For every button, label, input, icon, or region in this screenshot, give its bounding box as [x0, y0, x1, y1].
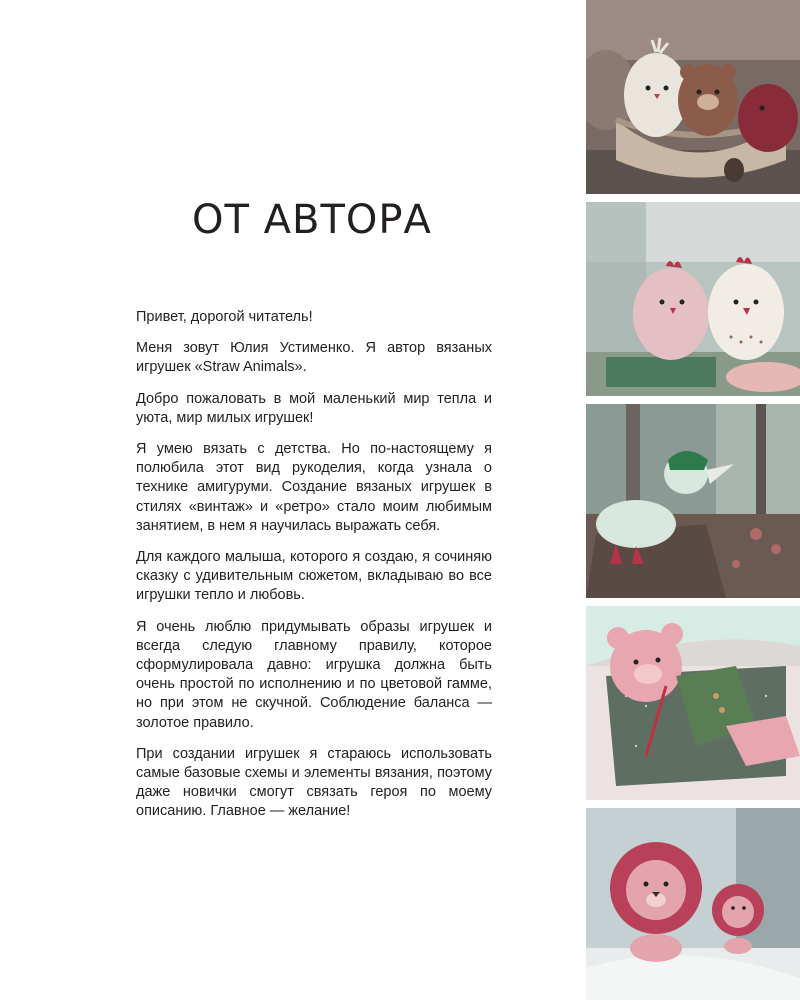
paragraph-welcome: Добро пожаловать в мой маленький мир тепла и уюта, мир милых игрушек!	[136, 390, 492, 426]
author-letter	[136, 308, 492, 834]
photo-duck	[586, 404, 800, 598]
photo-lions	[586, 808, 800, 1000]
page-title: ОТ АВТОРА	[192, 197, 432, 243]
photo-strip	[586, 0, 800, 1000]
paragraph-rule: Я очень люблю придумывать образы игрушек и всегда следую главному правилу, которое сформулировала давно: игрушка должна быть очень простой по исполнению и по цветовой гамме, но при этом не скучной. Соблюдение баланса — золотое правило.	[136, 618, 492, 731]
paragraph-greeting: Привет, дорогой читатель!	[136, 309, 313, 325]
paragraph-basics: При создании игрушек я стараюсь использовать самые базовые схемы и элементы вязания, поэтому даже новички смогут связать героя по моему описанию. Главное — желание!	[136, 745, 492, 820]
photo-bear	[586, 606, 800, 800]
paragraph-fairytale: Для каждого малыша, которого я создаю, я сочиняю сказку с удивительным сюжетом, вкладываю во все игрушки тепло и любовь.	[136, 549, 492, 604]
paragraph-intro: Меня зовут Юлия Устименко. Я автор вязаных игрушек «Straw Animals».	[136, 340, 492, 376]
photo-chickens	[586, 202, 800, 396]
photo-basket-toys	[586, 0, 800, 194]
paragraph-childhood: Я умею вязать с детства. Но по-настоящему я полюбила этот вид рукоделия, когда узнала о технике амигуруми. Создание вязаных игрушек в стилях «винтаж» и «ретро» стало моим любимым занятием, в нем я научилась выражать себя.	[136, 441, 492, 534]
